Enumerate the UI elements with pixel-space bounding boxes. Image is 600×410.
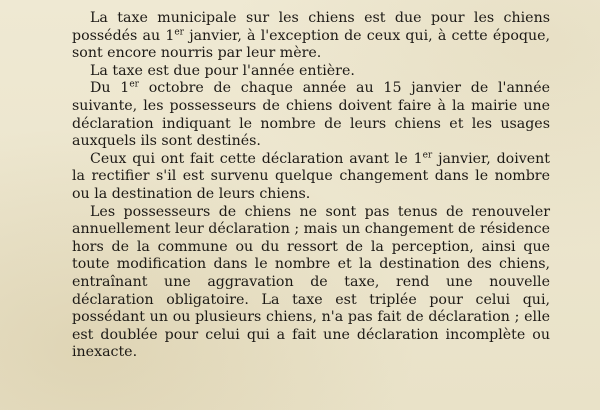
paragraph-full-year [72,63,550,81]
dog-tax-text [72,10,550,362]
paragraph-2-text: La taxe est due pour l'année entière. [90,62,355,79]
superscript-er: er [174,26,184,37]
paragraph-declaration-period [72,80,550,150]
paragraph-renewal-penalties [72,204,550,362]
paragraph-4-text-a: Ceux qui ont fait cette déclaration avant le 1 [90,150,423,167]
paragraph-1-text-a: La taxe municipale sur les chiens est due pour les chiens possédés au 1 [72,10,550,44]
superscript-er: er [422,150,433,161]
paragraph-1-text-b: janvier, à l'exception de ceux qui, à cette époque, sont encore nourris par leur mère. [72,27,551,62]
paragraph-tax-due [72,10,550,63]
paragraph-4-text-b: janvier, doivent la rectifier s'il est survenu quelque changement dans le nombre ou la destination de leurs chiens. [72,150,550,202]
paragraph-3-text-a: Du 1 [90,80,130,97]
paragraph-rectification [72,151,550,204]
superscript-er: er [129,79,139,90]
paragraph-3-text-b: octobre de chaque année au 15 janvier de l'année suivante, les possesseurs de chiens doivent faire à la mairie une déclaration indiquant le nombre de leurs chiens et les usages auxquels ils sont destinés. [72,80,550,150]
paragraph-5-text: Les possesseurs de chiens ne sont pas tenus de renouveler annuellement leur déclaration ; mais un changement de résidence hors de la commune ou du ressort de la perception, ainsi que toute modification dans le nombre et la destination des chiens, entraînant une aggravation de taxe, rend une nouvelle déclaration obligatoire. La taxe est triplée pour celui qui, possédant un ou plusieurs chiens, n'a pas fait de déclaration ; elle est doublée pour celui qui a fait une déclaration incomplète ou inexacte. [72,203,550,361]
